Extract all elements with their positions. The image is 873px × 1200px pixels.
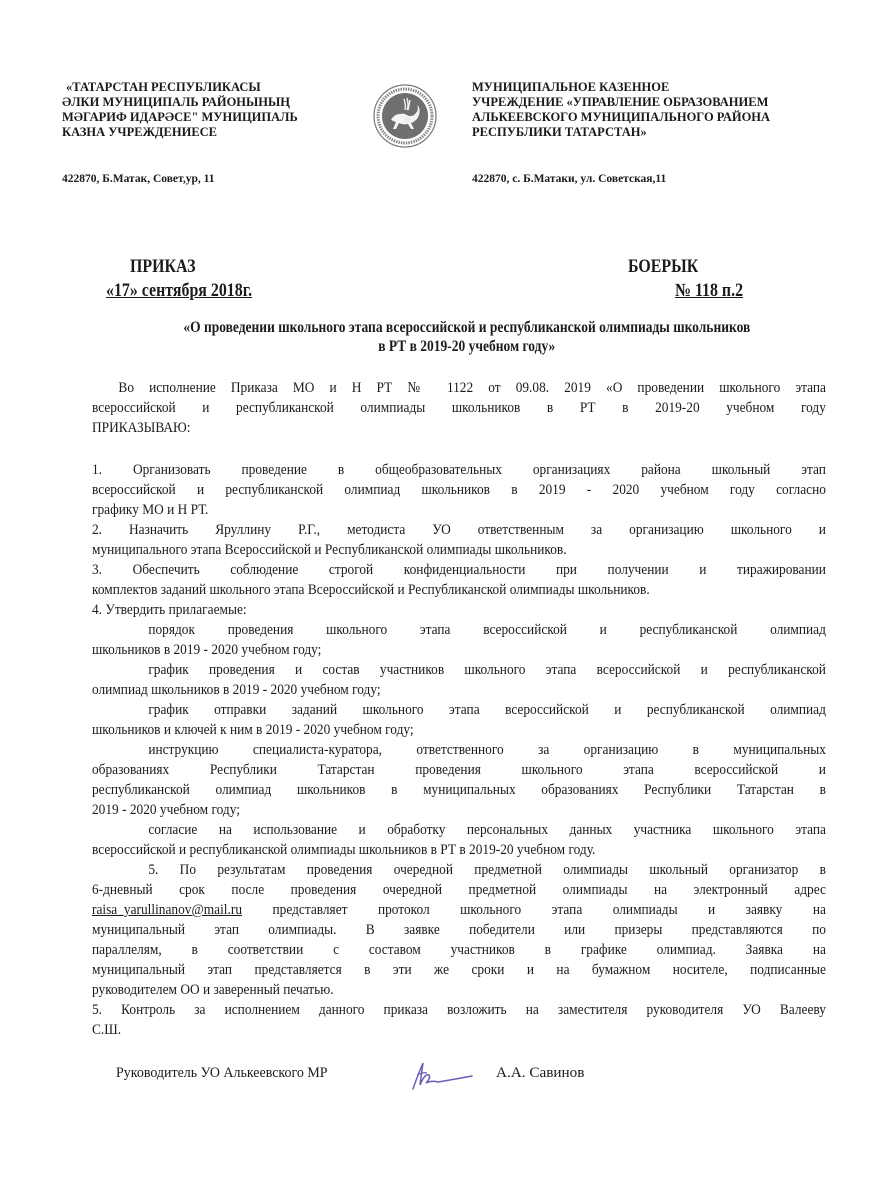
signatory-position: [116, 1064, 346, 1082]
handwritten-signature-icon: [405, 1055, 485, 1095]
header-right-org: [472, 80, 832, 140]
subitem-line: график проведения и состав участников школьного этапа всероссийской и республиканской: [148, 661, 826, 678]
preamble: [92, 378, 826, 438]
item-line: руководителем ОО и заверенный печатью.: [92, 981, 334, 998]
subitem-line: порядок проведения школьного этапа всероссийской и республиканской олимпиад: [148, 621, 826, 638]
item-1: [92, 460, 826, 520]
subitem-line: 2019 - 2020 учебном году;: [92, 801, 240, 818]
order-subject: [95, 318, 839, 356]
header-right-line: РЕСПУБЛИКИ ТАТАРСТАН»: [472, 125, 647, 139]
item-line: графику МО и Н РТ.: [92, 501, 209, 518]
item-6: [92, 1000, 826, 1040]
header-left-line: МӘГАРИФ ИДАРӘСЕ" МУНИЦИПАЛЬ: [62, 110, 298, 124]
signatory-position-text: Руководитель УО Алькеевского МР: [116, 1064, 328, 1081]
subitem-line: инструкцию специалиста-куратора, ответственного за организацию в муниципальных: [148, 741, 826, 758]
preamble-line: ПРИКАЗЫВАЮ:: [92, 419, 191, 436]
item-line-with-email: [92, 900, 826, 920]
item-line: параллелям, в соответствии с составом участников в графике олимпиад. Заявка на: [92, 941, 826, 958]
header-left-line: КАЗНА УЧРЕЖДЕНИЕСЕ: [62, 125, 218, 139]
item-line-rest: представляет протокол школьного этапа олимпиады и заявку на: [241, 901, 826, 918]
email-link[interactable]: raisa_yarullinanov@mail.ru: [92, 901, 242, 918]
item-line: 6-дневный срок после проведения очередной предметной олимпиады на электронный адрес: [92, 881, 826, 898]
item-line: муниципального этапа Всероссийской и Республиканской олимпиады школьников.: [92, 541, 567, 558]
item-line: 5. По результатам проведения очередной предметной олимпиады школьный организатор в: [148, 861, 826, 878]
order-number: № 118 п.2: [675, 281, 744, 301]
item-line: комплектов заданий школьного этапа Всероссийской и Республиканской олимпиады школьников.: [92, 581, 650, 598]
item-line: муниципальный этап представляется в эти же сроки и на бумажном носителе, подписанные: [92, 961, 826, 978]
item-line: 4. Утвердить прилагаемые:: [92, 601, 247, 618]
order-items: [92, 460, 826, 1040]
item-3: [92, 560, 826, 600]
subject-line: «О проведении школьного этапа всероссийской и республиканской олимпиады школьников: [183, 319, 751, 336]
subitem-line: школьников в 2019 - 2020 учебном году;: [92, 641, 322, 658]
order-title-tt: БОЕРЫК: [628, 257, 699, 277]
header-left-org: [62, 80, 362, 140]
header-right-line: МУНИЦИПАЛЬНОЕ КАЗЕННОЕ: [472, 80, 670, 94]
signatory-name: А.А. Савинов: [496, 1064, 585, 1081]
item-line: С.Ш.: [92, 1021, 122, 1038]
subitem-line: график отправки заданий школьного этапа всероссийской и республиканской олимпиад: [148, 701, 826, 718]
subitem-line: всероссийской и республиканской олимпиады школьников в РТ в 2019-20 учебном году.: [92, 841, 596, 858]
item-5: [92, 860, 826, 1000]
item-2: [92, 520, 826, 560]
subject-line: в РТ в 2019-20 учебном году»: [378, 338, 556, 355]
preamble-line: Во исполнение Приказа МО и Н РТ № 1122 от 09.08. 2019 «О проведении школьного этапа: [118, 379, 826, 396]
item-line: 5. Контроль за исполнением данного приказа возложить на заместителя руководителя УО Валееву: [92, 1001, 826, 1018]
header-right-line: АЛЬКЕЕВСКОГО МУНИЦИПАЛЬНОГО РАЙОНА: [472, 110, 771, 124]
subitem-line: школьников и ключей к ним в 2019 - 2020 учебном году;: [92, 721, 414, 738]
header-left-address: 422870, Б.Матак, Совет,ур, 11: [62, 173, 215, 185]
item-line: 1. Организовать проведение в общеобразовательных организациях района школьный этап: [92, 461, 826, 478]
item-line: 2. Назначить Яруллину Р.Г., методиста УО ответственным за организацию школьного и: [92, 521, 826, 538]
preamble-line: всероссийской и республиканской олимпиады школьников в РТ в 2019-20 учебном году: [92, 399, 826, 416]
header-left-line: ӘЛКИ МУНИЦИПАЛЬ РАЙОНЫНЫҢ: [62, 95, 291, 109]
item-line: муниципальный этап олимпиады. В заявке победители или призеры представляются по: [92, 921, 826, 938]
header-right-line: УЧРЕЖДЕНИЕ «УПРАВЛЕНИЕ ОБРАЗОВАНИЕМ: [472, 95, 769, 109]
tatarstan-coat-of-arms-icon: [373, 84, 437, 148]
item-line: всероссийской и республиканской олимпиад школьников в 2019 - 2020 учебном году согласно: [92, 481, 826, 498]
order-date: «17» сентября 2018г.: [106, 281, 253, 301]
subitem-line: республиканской олимпиад школьников в муниципальных образованиях Республики Татарстан в: [92, 781, 826, 798]
subitem-line: образованиях Республики Татарстан проведения школьного этапа всероссийской и: [92, 761, 826, 778]
item-4: [92, 600, 826, 860]
subitem-line: олимпиад школьников в 2019 - 2020 учебном году;: [92, 681, 381, 698]
item-line: 3. Обеспечить соблюдение строгой конфиденциальности при получении и тиражировании: [92, 561, 826, 578]
subitem-line: согласие на использование и обработку персональных данных участника школьного этапа: [148, 821, 826, 838]
header-right-address: 422870, с. Б.Матаки, ул. Советская,11: [472, 173, 667, 185]
order-title-ru: ПРИКАЗ: [130, 257, 196, 277]
header-left-line: «ТАТАРСТАН РЕСПУБЛИКАСЫ: [66, 80, 261, 94]
